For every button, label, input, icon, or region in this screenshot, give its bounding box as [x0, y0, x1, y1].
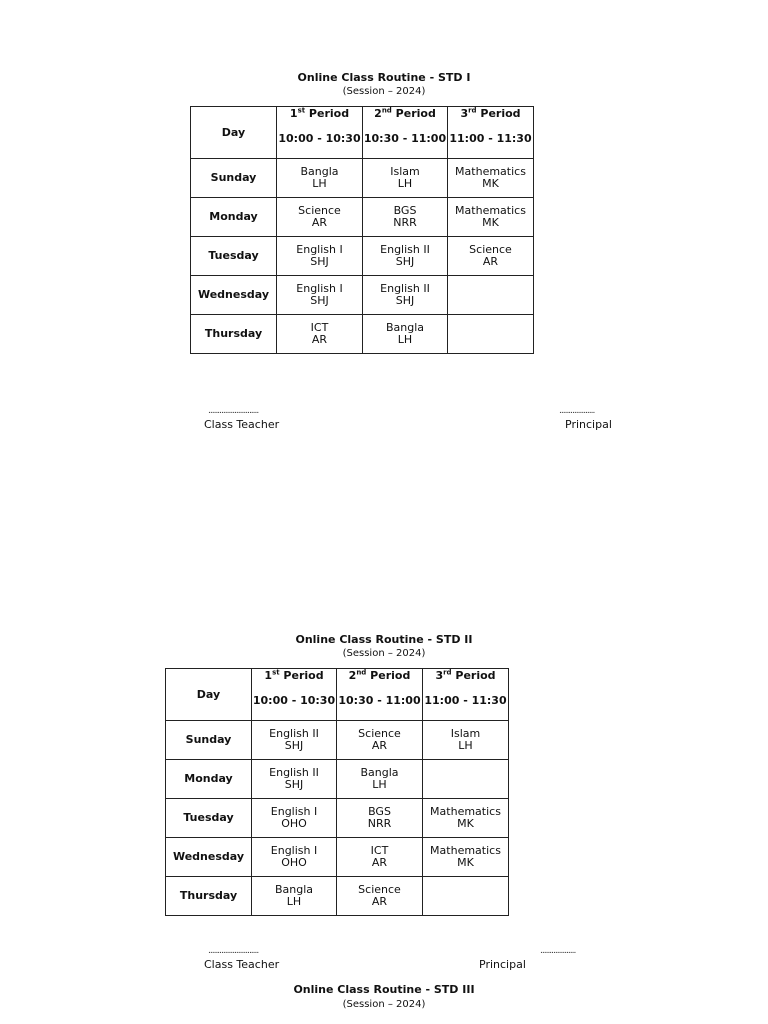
table-header-row	[166, 669, 509, 721]
session-label: (Session – 2024)	[342, 999, 426, 1010]
day-cell: Tuesday	[191, 237, 277, 276]
routine-table	[190, 106, 534, 354]
class-cell: English I OHO	[252, 838, 337, 877]
period-header: 1st Period 10:00 - 10:30	[277, 107, 363, 159]
class-cell: Bangla LH	[363, 315, 448, 354]
period-time: 10:00 - 10:30	[278, 132, 361, 145]
class-cell: English II SHJ	[363, 237, 448, 276]
period-time: 11:00 - 11:30	[424, 694, 507, 707]
table-row	[166, 838, 509, 877]
class-cell	[448, 276, 534, 315]
day-cell: Monday	[166, 760, 252, 799]
principal-label: Principal	[565, 418, 612, 431]
class-cell: Science AR	[337, 877, 423, 916]
day-cell: Sunday	[166, 721, 252, 760]
principal-label: Principal	[479, 958, 526, 971]
class-cell: Bangla LH	[277, 159, 363, 198]
period-time: 10:30 - 11:00	[338, 694, 421, 707]
period-header: 2nd Period 10:30 - 11:00	[363, 107, 448, 159]
table-row	[191, 159, 534, 198]
session-label: (Session – 2024)	[342, 86, 426, 97]
class-cell: Bangla LH	[337, 760, 423, 799]
class-cell	[423, 760, 509, 799]
routine-table	[165, 668, 509, 916]
class-cell: Science AR	[337, 721, 423, 760]
day-cell: Thursday	[166, 877, 252, 916]
class-cell: ICT AR	[277, 315, 363, 354]
class-cell: Mathematics MK	[448, 198, 534, 237]
day-header: Day	[166, 669, 252, 721]
class-cell: BGS NRR	[337, 799, 423, 838]
day-header: Day	[191, 107, 277, 159]
signature-line: ...........................	[208, 406, 259, 416]
class-teacher-label: Class Teacher	[204, 418, 280, 431]
class-cell	[448, 315, 534, 354]
table-row	[166, 760, 509, 799]
table-row	[166, 799, 509, 838]
table-row	[191, 276, 534, 315]
period-header: 3rd Period 11:00 - 11:30	[423, 669, 509, 721]
day-cell: Thursday	[191, 315, 277, 354]
class-cell: English II SHJ	[252, 760, 337, 799]
signature-line: ...................	[559, 406, 595, 416]
session-label: (Session – 2024)	[342, 648, 426, 659]
class-cell: ICT AR	[337, 838, 423, 877]
period-header: 3rd Period 11:00 - 11:30	[448, 107, 534, 159]
day-cell: Monday	[191, 198, 277, 237]
class-cell: Bangla LH	[252, 877, 337, 916]
day-cell: Wednesday	[166, 838, 252, 877]
class-cell	[423, 877, 509, 916]
period-time: 10:00 - 10:30	[252, 694, 336, 707]
table-row	[191, 198, 534, 237]
table-row	[191, 315, 534, 354]
class-cell: Mathematics MK	[423, 799, 509, 838]
class-cell: Mathematics MK	[423, 838, 509, 877]
class-cell: English I SHJ	[277, 237, 363, 276]
table-header-row	[191, 107, 534, 159]
routine-title: Online Class Routine - STD I	[297, 71, 471, 84]
period-time: 11:00 - 11:30	[449, 132, 532, 145]
day-cell: Tuesday	[166, 799, 252, 838]
routine-title: Online Class Routine - STD II	[295, 633, 473, 646]
table-row	[191, 237, 534, 276]
table-row	[166, 721, 509, 760]
class-cell: Mathematics MK	[448, 159, 534, 198]
class-cell: English II SHJ	[363, 276, 448, 315]
class-cell: English I SHJ	[277, 276, 363, 315]
period-header: 1st Period 10:00 - 10:30	[252, 669, 337, 721]
day-cell: Sunday	[191, 159, 277, 198]
routine-title: Online Class Routine - STD III	[293, 983, 475, 996]
day-cell: Wednesday	[191, 276, 277, 315]
signature-line: ...........................	[208, 946, 259, 956]
class-cell: Science AR	[448, 237, 534, 276]
period-header: 2nd Period 10:30 - 11:00	[337, 669, 423, 721]
class-cell: Islam LH	[363, 159, 448, 198]
class-cell: Islam LH	[423, 721, 509, 760]
period-time: 10:30 - 11:00	[363, 132, 447, 145]
class-teacher-label: Class Teacher	[204, 958, 280, 971]
class-cell: Science AR	[277, 198, 363, 237]
class-cell: English II SHJ	[252, 721, 337, 760]
signature-line: ...................	[540, 946, 576, 956]
class-cell: English I OHO	[252, 799, 337, 838]
table-row	[166, 877, 509, 916]
class-cell: BGS NRR	[363, 198, 448, 237]
